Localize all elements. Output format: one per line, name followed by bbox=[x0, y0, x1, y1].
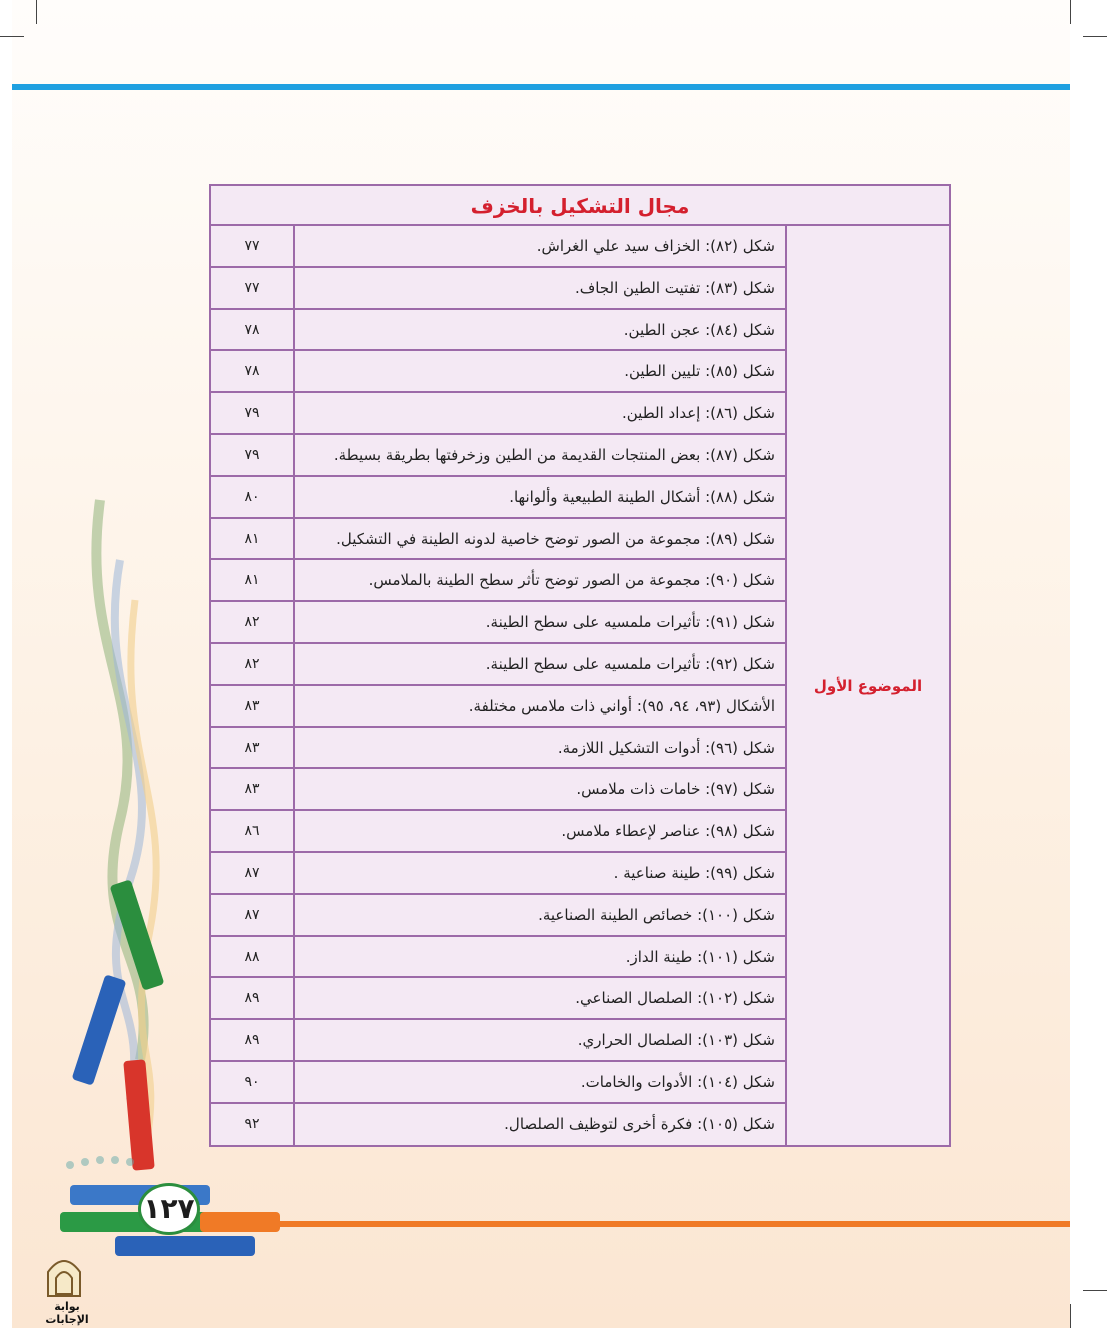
topic-label: الموضوع الأول bbox=[813, 676, 923, 695]
figure-description: شكل (٩٩): طينة صناعية . bbox=[293, 853, 787, 893]
figure-page-number: ٧٨ bbox=[244, 363, 260, 380]
figure-page-number: ٧٧ bbox=[244, 238, 260, 254]
figure-description: شكل (٩١): تأثيرات ملمسيه على سطح الطينة. bbox=[293, 602, 787, 642]
figure-page-number: ٧٨ bbox=[244, 321, 260, 338]
figure-description: شكل (٨٦): إعداد الطين. bbox=[293, 393, 787, 433]
figure-page-number: ٨٦ bbox=[244, 823, 260, 840]
figure-page-number: ٨٩ bbox=[244, 1032, 260, 1049]
figure-page-number: ٨٧ bbox=[244, 906, 260, 923]
figure-description: شكل (١٠٤): الأدوات والخامات. bbox=[293, 1062, 787, 1102]
figure-page-number: ٨١ bbox=[244, 530, 260, 547]
figure-page-number: ٨٠ bbox=[244, 488, 260, 505]
figure-description: شكل (١٠١): طينة الداز. bbox=[293, 937, 787, 977]
figure-page-number: ٧٧ bbox=[244, 279, 260, 296]
figure-page-number: ٧٩ bbox=[244, 446, 260, 463]
figure-page-number: ٨٣ bbox=[244, 697, 260, 714]
figure-page-number: ٩٠ bbox=[244, 1073, 260, 1090]
figure-description: شكل (٨٧): بعض المنتجات القديمة من الطين وزخرفتها بطريقة بسيطة. bbox=[293, 435, 787, 475]
figure-description: شكل (٨٣): تفتيت الطين الجاف. bbox=[293, 268, 787, 308]
figure-description: شكل (٨٥): تليين الطين. bbox=[293, 351, 787, 391]
figure-page-number: ٨٨ bbox=[244, 948, 260, 965]
figure-description: شكل (٩٠): مجموعة من الصور توضح تأثر سطح الطينة بالملامس. bbox=[293, 560, 787, 600]
crayons-decoration bbox=[0, 0, 300, 1328]
figure-page-number: ٨٣ bbox=[244, 739, 260, 756]
bottom-accent-rule bbox=[270, 1221, 1070, 1227]
figure-description: الأشكال (٩٣، ٩٤، ٩٥): أواني ذات ملامس مختلفة. bbox=[293, 686, 787, 726]
blue-crayon-icon bbox=[72, 974, 127, 1085]
figure-description: شكل (٨٤): عجن الطين. bbox=[293, 310, 787, 350]
figure-page-number: ٨٣ bbox=[244, 781, 260, 798]
figure-page-number: ٨٢ bbox=[244, 655, 260, 672]
crop-mark bbox=[1070, 1304, 1071, 1328]
figure-page-number: ٨٧ bbox=[244, 864, 260, 881]
figure-description: شكل (١٠٣): الصلصال الحراري. bbox=[293, 1020, 787, 1060]
figure-description: شكل (١٠٠): خصائص الطينة الصناعية. bbox=[293, 895, 787, 935]
figure-description: شكل (١٠٥): فكرة أخرى لتوظيف الصلصال. bbox=[293, 1104, 787, 1146]
figure-description: شكل (٨٨): أشكال الطينة الطبيعية وألوانها. bbox=[293, 477, 787, 517]
table-title: مجال التشكيل بالخزف bbox=[211, 186, 949, 226]
figure-description: شكل (١٠٢): الصلصال الصناعي. bbox=[293, 978, 787, 1018]
crop-mark bbox=[1083, 1290, 1107, 1291]
figure-page-number: ٨١ bbox=[244, 572, 260, 589]
figures-index-table bbox=[209, 184, 951, 1147]
figure-description: شكل (٩٦): أدوات التشكيل اللازمة. bbox=[293, 728, 787, 768]
figure-description: شكل (٨٩): مجموعة من الصور توضح خاصية لدونه الطينة في التشكيل. bbox=[293, 519, 787, 559]
site-logo-icon bbox=[48, 1261, 80, 1296]
figure-page-number: ٨٢ bbox=[244, 614, 260, 631]
figure-description: شكل (٨٢): الخزاف سيد علي الغراش. bbox=[293, 226, 787, 266]
crop-mark bbox=[1083, 36, 1107, 37]
site-logo-text: بوابة الإجابات bbox=[45, 1300, 89, 1326]
crop-mark bbox=[1070, 0, 1071, 24]
figure-description: شكل (٩٢): تأثيرات ملمسيه على سطح الطينة. bbox=[293, 644, 787, 684]
page-number: ١٢٧ bbox=[138, 1183, 200, 1235]
figure-page-number: ٩٢ bbox=[244, 1115, 260, 1132]
figure-description: شكل (٩٨): عناصر لإعطاء ملامس. bbox=[293, 811, 787, 851]
figure-page-number: ٧٩ bbox=[244, 405, 260, 422]
ministry-logo-icon bbox=[66, 1156, 134, 1169]
figure-page-number: ٨٩ bbox=[244, 990, 260, 1007]
figure-description: شكل (٩٧): خامات ذات ملامس. bbox=[293, 769, 787, 809]
